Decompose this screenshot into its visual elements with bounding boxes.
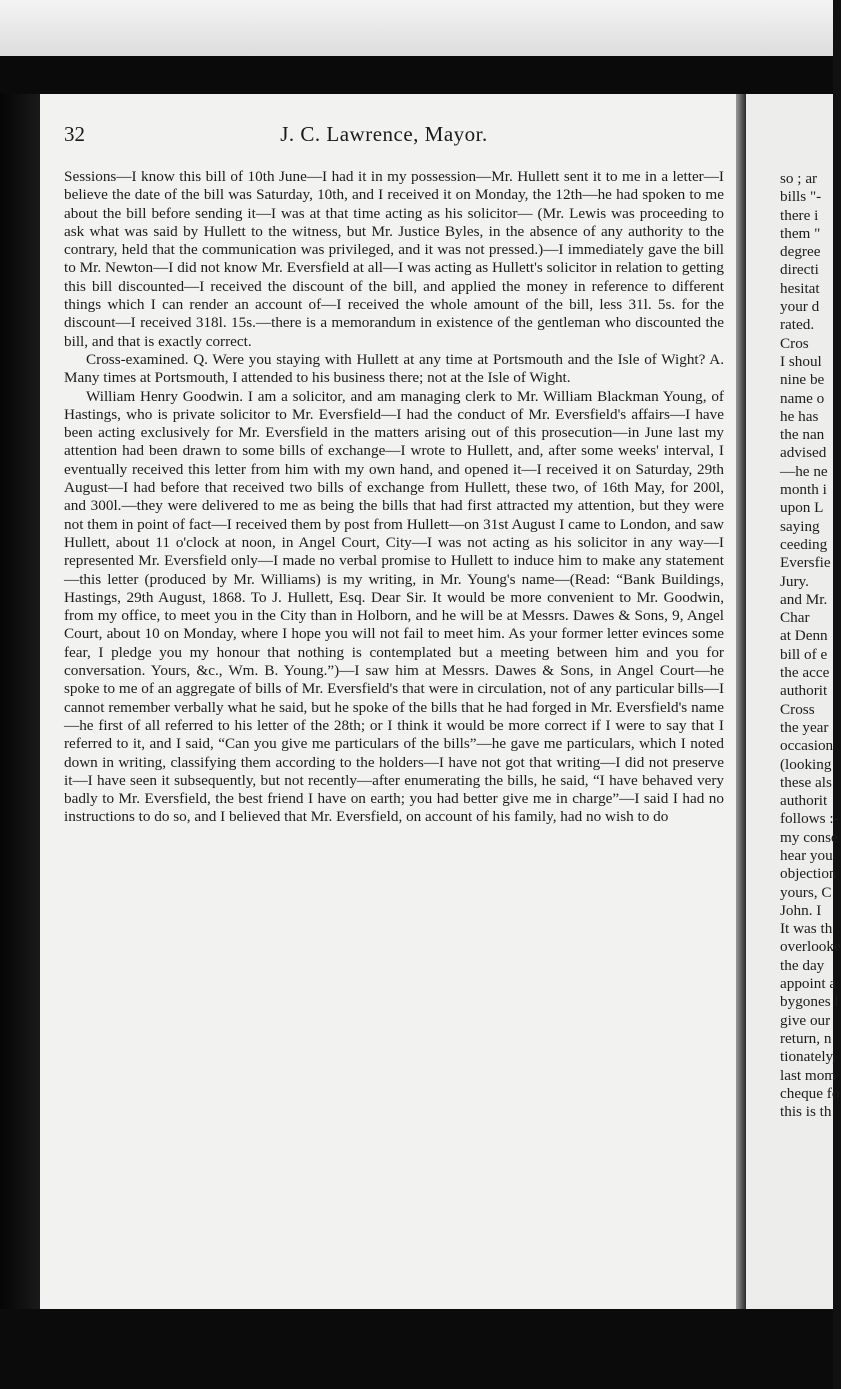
right-page-line: name o [780,389,825,407]
right-page-text [780,170,840,1121]
right-page-line: Cros [780,334,809,352]
right-page-line: bill of e [780,645,828,663]
right-page-line: (looking [780,755,832,773]
right-page-line: bygones l [780,993,839,1011]
right-page-line: I shoul [780,352,822,370]
right-page-line: authorit [780,682,828,700]
right-page-line: the year [780,718,829,736]
right-page-line: objection [780,865,837,883]
right-page-line: the acce [780,664,830,682]
right-page-line: month i [780,481,827,499]
right-page-line: nine be [780,371,825,389]
right-page-line: upon L [780,499,824,517]
right-page-line: them " [780,224,821,242]
page-header [64,122,704,152]
right-page-line: Char [780,609,810,627]
right-page-line: at Denn [780,627,828,645]
running-title: J. C. Lawrence, Mayor. [280,122,488,146]
right-page-line: Eversfie [780,554,831,572]
right-page-line: cheque fo [780,1084,840,1102]
right-page-line: last mom [780,1066,837,1084]
right-page-line: tionately, [780,1048,836,1066]
right-page-line: It was th [780,920,833,938]
paragraph-goodwin: William Henry Goodwin. I am a solicitor, and am managing clerk to Mr. William Blackman Young, of Hastings, who is private solicitor to Mr. Eversfield—I had the conduct of Mr. Eversfield's affairs—I have been acting exclusively for Mr. Eversfield in the matters arising out of this prosecution—in June last my attention had been drawn to some bills of exchange—I wrote to Hullett, and, after some weeks' interval, I eventually received this letter from him with my own hand, and opened it—I received it on Saturday, 29th August—I had before that received two bills of exchange from Hullett, these two, of 16th May, for 200l, and 300l.—they were delivered to me as being the bills that had first attracted my attention, but they were not them in point of fact—I received them by post from Hullett—on 31st August I came to London, and saw Hullett, about 11 o'clock at noon, in Angel Court, City—I was not acting as his solicitor in any way—I represented Mr. Eversfield only—I made no verbal promise to Hullett to induce him to make any statement—this letter (produced by Mr. Williams) is my writing, in Mr. Young's name—(Read: “Bank Buildings, Hastings, 29th August, 1868. To J. Hullett, Esq. Dear Sir. It would be more convenient to Mr. Goodwin, from my office, to meet you in the City than in Holborn, and he will be at Messrs. Dawes & Sons, 9, Angel Court, about 10 on Monday, where I hope you will not fail to meet him. As your former letter evinces some fear, I pledge you my honour that nothing is contemplated but a meeting between him and you for conversation. Yours, &c., Wm. B. Young.”)—I saw him at Messrs. Dawes & Sons, in Angel Court—he spoke to me of an aggregate of bills of Mr. Eversfield's that were in circulation, not of any particular bills—I cannot remember verbally what he said, but he spoke of the bills that he had forged in Mr. Eversfield's name—he first of all referred to his letter of the 28th; or I think it would be more correct if I were to say that I referred to it, and I said, “Can you give me particulars of the bills”—he gave me particulars, which I noted down in writing, classifying them according to the holders—I have not got that writing—I did not preserve it—I have seen it subsequently, but not recently—after enumerating the bills, he said, “I have behaved very badly to Mr. Eversfield, the best friend I have on earth; you had better give me in charge”—I said I had no instructions to do so, and I believed that Mr. Eversfield, on account of his family, had no wish to do [64,387,724,826]
right-page-line: advised [780,444,827,462]
right-page-line: overlooke [780,938,841,956]
right-page-line: rated. [780,316,815,334]
scan-top-margin [0,0,833,58]
right-page-line: Jury. [780,572,809,590]
paragraph-cross-examined: Cross-examined. Q. Were you staying with Hullett at any time at Portsmouth and the Isle of Wight? A. Many times at Portsmouth, I attended to his business there; not at the Isle of Wight. [64,350,724,387]
right-page-line: degree [780,243,821,261]
right-page-line: these als [780,773,832,791]
right-page-line: there i [780,206,819,224]
right-page-line: John. I [780,901,822,919]
right-page-line: follows :- [780,810,839,828]
right-page-line: so ; ar [780,170,818,187]
right-page-line: —he ne [780,462,828,480]
right-page-line: the day [780,956,825,974]
right-page-line: your d [780,298,820,316]
right-page-line: yours, C [780,883,832,901]
scan-left-edge [0,94,40,1309]
right-page-line: return, n [780,1029,832,1047]
right-page-line: ceeding [780,535,828,553]
page-number: 32 [64,122,85,146]
paragraph-sessions: Sessions—I know this bill of 10th June—I had it in my possession—Mr. Hullett sent it to me in a letter—I believe the date of the bill was Saturday, 10th, and I received it on Monday, the 12th—he had spoken to me about the bill before sending it—I was at that time acting as his solicitor— (Mr. Lewis was proceeding to ask what was said by Hullett to the witness, but Mr. Justice Byles, in the absence of any authority to the contrary, held that the communication was privileged, and it was not pressed.)—I immediately gave the bill to Mr. Newton—I did not know Mr. Eversfield at all—I was acting as Hullett's solicitor in relation to getting this bill discounted—I received the discount of the bill, and applied the money in reference to different things which I can render an account of—I received the whole amount of the bill, less 31l. 5s. for the discount—I received 318l. 15s.—there is a memorandum in existence of the gentleman who discounted the bill, and that is exactly correct. [64,168,724,350]
right-page-line: he has [780,407,819,425]
right-page-line: hear you [780,846,833,864]
body-text [64,168,724,827]
scan-bottom-band [0,1309,833,1389]
right-page-line: this is th [780,1103,832,1121]
right-page-line: authorit [780,792,828,810]
right-page-line: bills "- [780,188,822,206]
right-page-line: occasion [780,737,834,755]
scan-black-band [0,56,833,94]
right-page-line: Cross [780,700,815,718]
right-page-line: the nan [780,426,825,444]
right-page-line: give our [780,1011,831,1029]
right-page-line: directi [780,261,819,279]
right-page-line: and Mr. [780,590,828,608]
right-page-line: my conse [780,828,838,846]
right-page-line: saying [780,517,820,535]
book-gutter [736,94,746,1309]
right-page-line: hesitat [780,279,820,297]
right-page-line: appoint a [780,975,837,993]
